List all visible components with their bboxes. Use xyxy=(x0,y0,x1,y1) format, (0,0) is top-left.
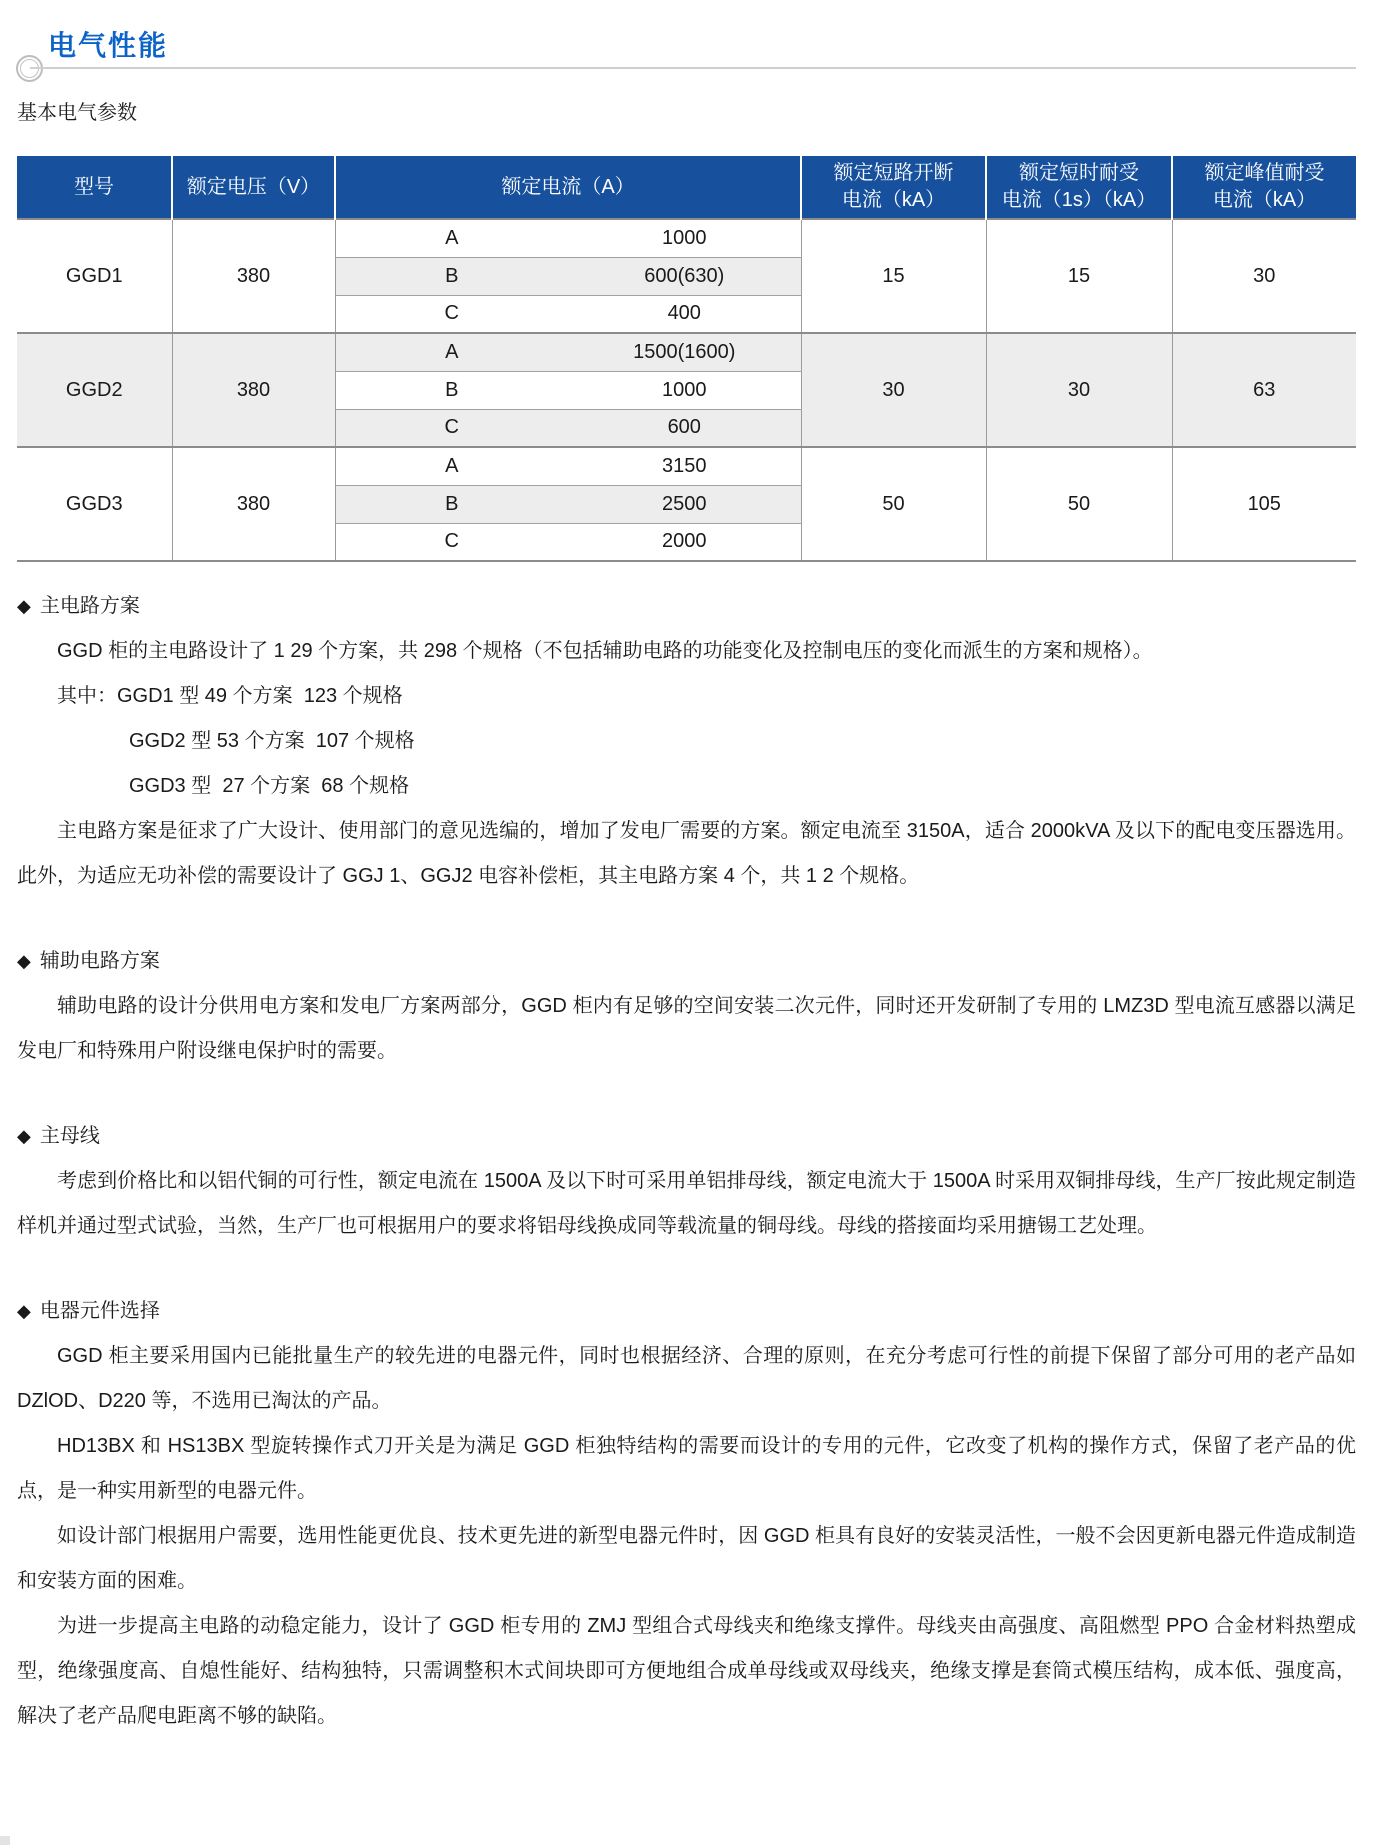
header-divider xyxy=(30,67,1356,69)
cell-breaking-current: 30 xyxy=(801,333,986,447)
paragraph: 考虑到价格比和以铝代铜的可行性，额定电流在 1500A 及以下时可采用单铝排母线，额定电流大于 1500A 时采用双铜排母线，生产厂按此规定制造样机并通过型式试验，当然，生产厂也可根据用户的要求将铝母线换成同等载流量的铜母线。母线的搭接面均采用搪锡工艺处理。 xyxy=(17,1170,1356,1237)
paragraph: 如设计部门根据用户需要，选用性能更优良、技术更先进的新型电器元件时，因 GGD 柜具有良好的安装灵活性，一般不会因更新电器元件造成制造和安装方面的困难。 xyxy=(17,1525,1356,1592)
electrical-parameters-table xyxy=(17,156,1356,562)
cell-withstand-current: 50 xyxy=(986,447,1172,561)
col-header-peak-line1: 额定峰值耐受 xyxy=(1204,162,1325,184)
col-header-breaking xyxy=(801,156,986,219)
section-title xyxy=(17,584,1356,629)
cell-current-class: A xyxy=(335,447,568,485)
section-title-text: 电器元件选择 xyxy=(39,1300,160,1322)
cell-current-value: 600(630) xyxy=(568,257,801,295)
cell-current-value: 600 xyxy=(568,409,801,447)
cell-current-class: A xyxy=(335,333,568,371)
table-row xyxy=(17,333,1356,371)
cell-voltage: 380 xyxy=(172,219,335,333)
diamond-bullet-icon: ◆ xyxy=(17,951,31,971)
cell-current-value: 400 xyxy=(568,295,801,333)
section-title xyxy=(17,1289,1356,1334)
cell-breaking-current: 15 xyxy=(801,219,986,333)
cell-withstand-current: 15 xyxy=(986,219,1172,333)
table-row xyxy=(17,447,1356,485)
paragraph: HD13BX 和 HS13BX 型旋转操作式刀开关是为满足 GGD 柜独特结构的需要而设计的专用的元件，它改变了机构的操作方式，保留了老产品的优点，是一种实用新型的电器元件。 xyxy=(17,1435,1356,1502)
paragraph: 主电路方案是征求了广大设计、使用部门的意见选编的，增加了发电厂需要的方案。额定电流至 3150A，适合 2000kVA 及以下的配电变压器选用。此外，为适应无功补偿的需要设计了 GGJ 1、GGJ2 电容补偿柜，其主电路方案 4 个，共 1 2 个规格。 xyxy=(17,820,1356,887)
col-header-withstand-line2: 电流（1s）（kA） xyxy=(1001,189,1157,211)
list-line: 其中：GGD1 型 49 个方案 123 个规格 xyxy=(57,685,403,707)
page-subtitle: 基本电气参数 xyxy=(17,102,137,124)
section-component-selection xyxy=(17,1289,1356,1739)
cell-withstand-current: 30 xyxy=(986,333,1172,447)
paragraph: GGD 柜主要采用国内已能批量生产的较先进的电器元件，同时也根据经济、合理的原则，在充分考虑可行性的前提下保留了部分可用的老产品如 DZlOD、D220 等，不选用已淘汰的产品。 xyxy=(17,1345,1356,1412)
cell-current-class: B xyxy=(335,371,568,409)
cell-peak-current: 63 xyxy=(1172,333,1356,447)
section-title-text: 辅助电路方案 xyxy=(39,950,160,972)
cell-model: GGD2 xyxy=(17,333,172,447)
paragraph: GGD 柜的主电路设计了 1 29 个方案，共 298 个规格（不包括辅助电路的功能变化及控制电压的变化而派生的方案和规格）。 xyxy=(57,640,1153,662)
section-main-circuit xyxy=(17,584,1356,899)
document-body xyxy=(17,584,1356,1739)
cell-peak-current: 30 xyxy=(1253,264,1276,287)
diamond-bullet-icon: ◆ xyxy=(17,596,31,616)
cell-current-class: C xyxy=(444,302,459,325)
cell-model: GGD1 xyxy=(17,219,172,333)
col-header-current: 额定电流（A） xyxy=(335,156,801,219)
diamond-bullet-icon: ◆ xyxy=(17,1301,31,1321)
col-header-peak-line2: 电流（kA） xyxy=(1212,189,1317,211)
col-header-peak xyxy=(1172,156,1356,219)
cell-current-value: 3150 xyxy=(568,447,801,485)
cell-voltage: 380 xyxy=(172,333,335,447)
cell-model: GGD3 xyxy=(17,447,172,561)
cell-current-value: 1500(1600) xyxy=(568,333,801,371)
cell-current-class: A xyxy=(335,219,568,257)
table-header-row xyxy=(17,156,1356,219)
cell-current-value: 1000 xyxy=(568,371,801,409)
table-group-ggd2 xyxy=(17,333,1356,447)
cell-current-class: B xyxy=(335,485,568,523)
section-title xyxy=(17,939,1356,984)
list-line: GGD3 型 27 个方案 68 个规格 xyxy=(129,775,410,797)
page-edge-mark xyxy=(0,1836,10,1845)
col-header-voltage: 额定电压（V） xyxy=(172,156,335,219)
table-row xyxy=(17,219,1356,257)
page-header xyxy=(0,0,1373,156)
table-group-ggd1 xyxy=(17,219,1356,333)
diamond-bullet-icon: ◆ xyxy=(17,1126,31,1146)
col-header-withstand-line1: 额定短时耐受 xyxy=(1019,162,1139,184)
paragraph: 为进一步提高主电路的动稳定能力，设计了 GGD 柜专用的 ZMJ 型组合式母线夹和绝缘支撑件。母线夹由高强度、高阻燃型 PPO 合金材料热塑成型，绝缘强度高、自熄性能好、结构独特，只需调整积木式间块即可方便地组合成单母线或双母线夹，绝缘支撑是套筒式模压结构，成本低、强度高，解决了老产品爬电距离不够的缺陷。 xyxy=(17,1615,1356,1727)
col-header-withstand xyxy=(986,156,1172,219)
page-title: 电气性能 xyxy=(48,30,169,61)
cell-current-class: B xyxy=(335,257,568,295)
cell-current-value: 1000 xyxy=(568,219,801,257)
section-title-text: 主母线 xyxy=(39,1125,100,1147)
col-header-breaking-line2: 电流（kA） xyxy=(841,189,946,211)
cell-breaking-current: 50 xyxy=(801,447,986,561)
section-title-text: 主电路方案 xyxy=(39,595,140,617)
section-title xyxy=(17,1114,1356,1159)
list-line: GGD2 型 53 个方案 107 个规格 xyxy=(129,730,415,752)
paragraph: 辅助电路的设计分供用电方案和发电厂方案两部分，GGD 柜内有足够的空间安装二次元件，同时还开发研制了专用的 LMZ3D 型电流互感器以满足发电厂和特殊用户附设继电保护时的需要。 xyxy=(17,995,1356,1062)
cell-current-class: C xyxy=(335,409,568,447)
cell-current-value: 2000 xyxy=(568,523,801,561)
col-header-model: 型号 xyxy=(17,156,172,219)
cell-current-class: C xyxy=(444,530,459,553)
col-header-breaking-line1: 额定短路开断 xyxy=(833,162,954,184)
section-main-busbar xyxy=(17,1114,1356,1249)
cell-peak-current: 105 xyxy=(1247,492,1281,515)
cell-current-value: 2500 xyxy=(568,485,801,523)
section-auxiliary-circuit xyxy=(17,939,1356,1074)
table-group-ggd3 xyxy=(17,447,1356,561)
cell-voltage: 380 xyxy=(172,447,335,561)
